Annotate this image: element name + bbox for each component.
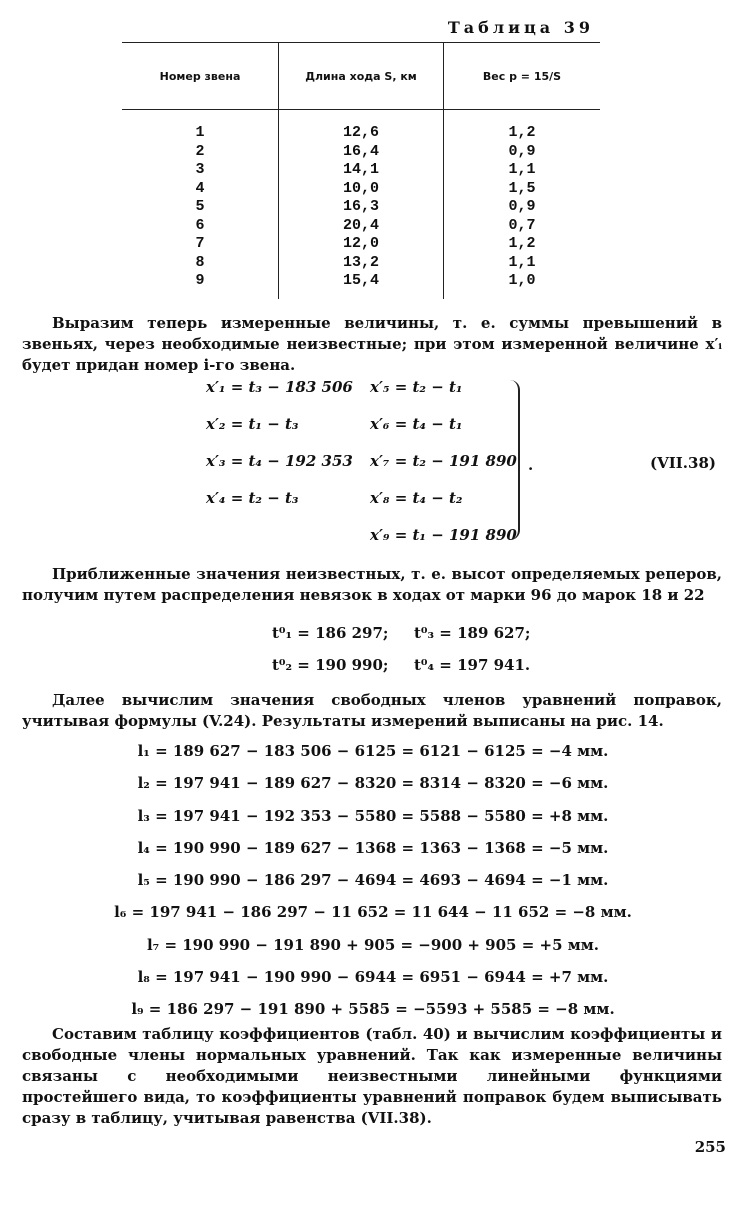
cell-length: 15,4: [279, 272, 444, 299]
cell-length: 10,0: [279, 180, 444, 199]
approx-t4: t⁰₄ = 197 941.: [414, 656, 531, 674]
equation-x9: x′₉ = t₁ − 191 890: [370, 526, 517, 544]
cell-link-number: 1: [195, 124, 205, 141]
cell-link-number: 6: [195, 216, 205, 234]
header-link-number: Номер звена: [122, 43, 279, 110]
cell-link-number: 7: [195, 235, 205, 252]
free-term-l4: l₄ = 190 990 − 189 627 − 1368 = 1363 − 1368 = −5 мм.: [137, 838, 609, 857]
header-length: Длина хода S, км: [279, 43, 444, 110]
free-term-l2: l₂ = 197 941 − 189 627 − 8320 = 8314 − 8320 = −6 мм.: [137, 774, 609, 793]
equation-x6: x′₆ = t₄ − t₁: [370, 415, 463, 433]
free-term-l6: l₆ = 197 941 − 186 297 − 11 652 = 11 644 − 11 652 = −8 мм.: [114, 903, 632, 922]
equations-left: [206, 376, 353, 524]
cell-length: 13,2: [279, 254, 444, 273]
equation-x1: x′₁ = t₃ − 183 506: [206, 378, 353, 396]
table-row: [122, 254, 600, 273]
cell-weight: 1,2: [444, 110, 601, 143]
cell-length: 12,6: [279, 110, 444, 143]
cell-link-number: 2: [195, 142, 205, 160]
paragraph-3: Далее вычислим значения свободных членов уравнений поправок, учитывая формулы (V.24). Результаты измерений выписаны на рис. 14.: [22, 691, 722, 730]
system-period: .: [528, 456, 534, 474]
paragraph-2: Приближенные значения неизвестных, т. е. высот определяемых реперов, получим путем распределения невязок в ходах от марки 96 до марок 18 и 22: [22, 565, 722, 604]
table-row: [122, 161, 600, 180]
table-row: [122, 143, 600, 162]
system-brace: [510, 380, 520, 540]
cell-link-number: 9: [195, 272, 205, 289]
cell-length: 16,4: [279, 143, 444, 162]
cell-link-number: 4: [195, 179, 205, 197]
free-term-l5: l₅ = 190 990 − 186 297 − 4694 = 4693 − 4694 = −1 мм.: [137, 871, 609, 890]
equation-x7: x′₇ = t₂ − 191 890: [370, 452, 517, 470]
approx-t2: t⁰₂ = 190 990;: [272, 656, 389, 674]
table-body: [122, 110, 600, 299]
free-term-l9: l₉ = 186 297 − 191 890 + 5585 = −5593 + 5585 = −8 мм.: [131, 1000, 615, 1019]
cell-weight: 0,7: [444, 217, 601, 236]
cell-weight: 1,5: [444, 180, 601, 199]
cell-length: 20,4: [279, 217, 444, 236]
cell-length: 14,1: [279, 161, 444, 180]
approx-t3: t⁰₃ = 189 627;: [414, 624, 531, 642]
table-row: [122, 110, 600, 143]
equations-right: [370, 376, 517, 561]
equation-x8: x′₈ = t₄ − t₂: [370, 489, 463, 507]
cell-weight: 1,2: [444, 235, 601, 254]
free-term-l8: l₈ = 197 941 − 190 990 − 6944 = 6951 − 6944 = +7 мм.: [137, 968, 609, 987]
cell-length: 16,3: [279, 198, 444, 217]
free-terms: [0, 738, 746, 1029]
free-term-l7: l₇ = 190 990 − 191 890 + 905 = −900 + 905 = +5 мм.: [146, 935, 600, 954]
free-term-l3: l₃ = 197 941 − 192 353 − 5580 = 5588 − 5580 = +8 мм.: [137, 806, 609, 825]
table-row: [122, 235, 600, 254]
free-term-l1: l₁ = 189 627 − 183 506 − 6125 = 6121 − 6125 = −4 мм.: [137, 742, 609, 760]
page-number: 255: [694, 1138, 726, 1156]
cell-link-number: 8: [195, 253, 205, 271]
cell-weight: 1,1: [444, 254, 601, 273]
table-header-row: [122, 43, 600, 110]
header-weight: Вес p = 15/S: [444, 43, 601, 110]
approx-t1: t⁰₁ = 186 297;: [272, 624, 389, 642]
paragraph-4: Составим таблицу коэффициентов (табл. 40) и вычислим коэффициенты и свободные члены нормальных уравнений. Так как измеренные величины связаны с необходимыми неизвестными линейными функциями простейшего вида, то коэффициенты уравнений поправок будем выписывать сразу в таблицу, учитывая равенства (VII.38).: [22, 1025, 722, 1127]
equation-number: (VII.38): [650, 454, 716, 472]
cell-length: 12,0: [279, 235, 444, 254]
table-row: [122, 198, 600, 217]
cell-weight: 0,9: [444, 198, 601, 217]
equation-x5: x′₅ = t₂ − t₁: [370, 378, 463, 396]
table-row: [122, 180, 600, 199]
cell-weight: 1,0: [444, 272, 601, 299]
table-39: [122, 42, 600, 299]
table-row: [122, 217, 600, 236]
equation-x3: x′₃ = t₄ − 192 353: [206, 452, 353, 470]
cell-link-number: 5: [195, 198, 205, 215]
paragraph-1: Выразим теперь измеренные величины, т. е. суммы превышений в звеньях, через необходимые неизвестные; при этом измеренной величине x′ᵢ будет придан номер i-го звена.: [22, 314, 722, 374]
cell-weight: 1,1: [444, 161, 601, 180]
cell-weight: 0,9: [444, 143, 601, 162]
table-row: [122, 272, 600, 299]
table-caption: Таблица 39: [447, 18, 594, 37]
cell-link-number: 3: [195, 161, 205, 178]
equation-x4: x′₄ = t₂ − t₃: [206, 489, 299, 507]
equation-x2: x′₂ = t₁ − t₃: [206, 415, 299, 433]
